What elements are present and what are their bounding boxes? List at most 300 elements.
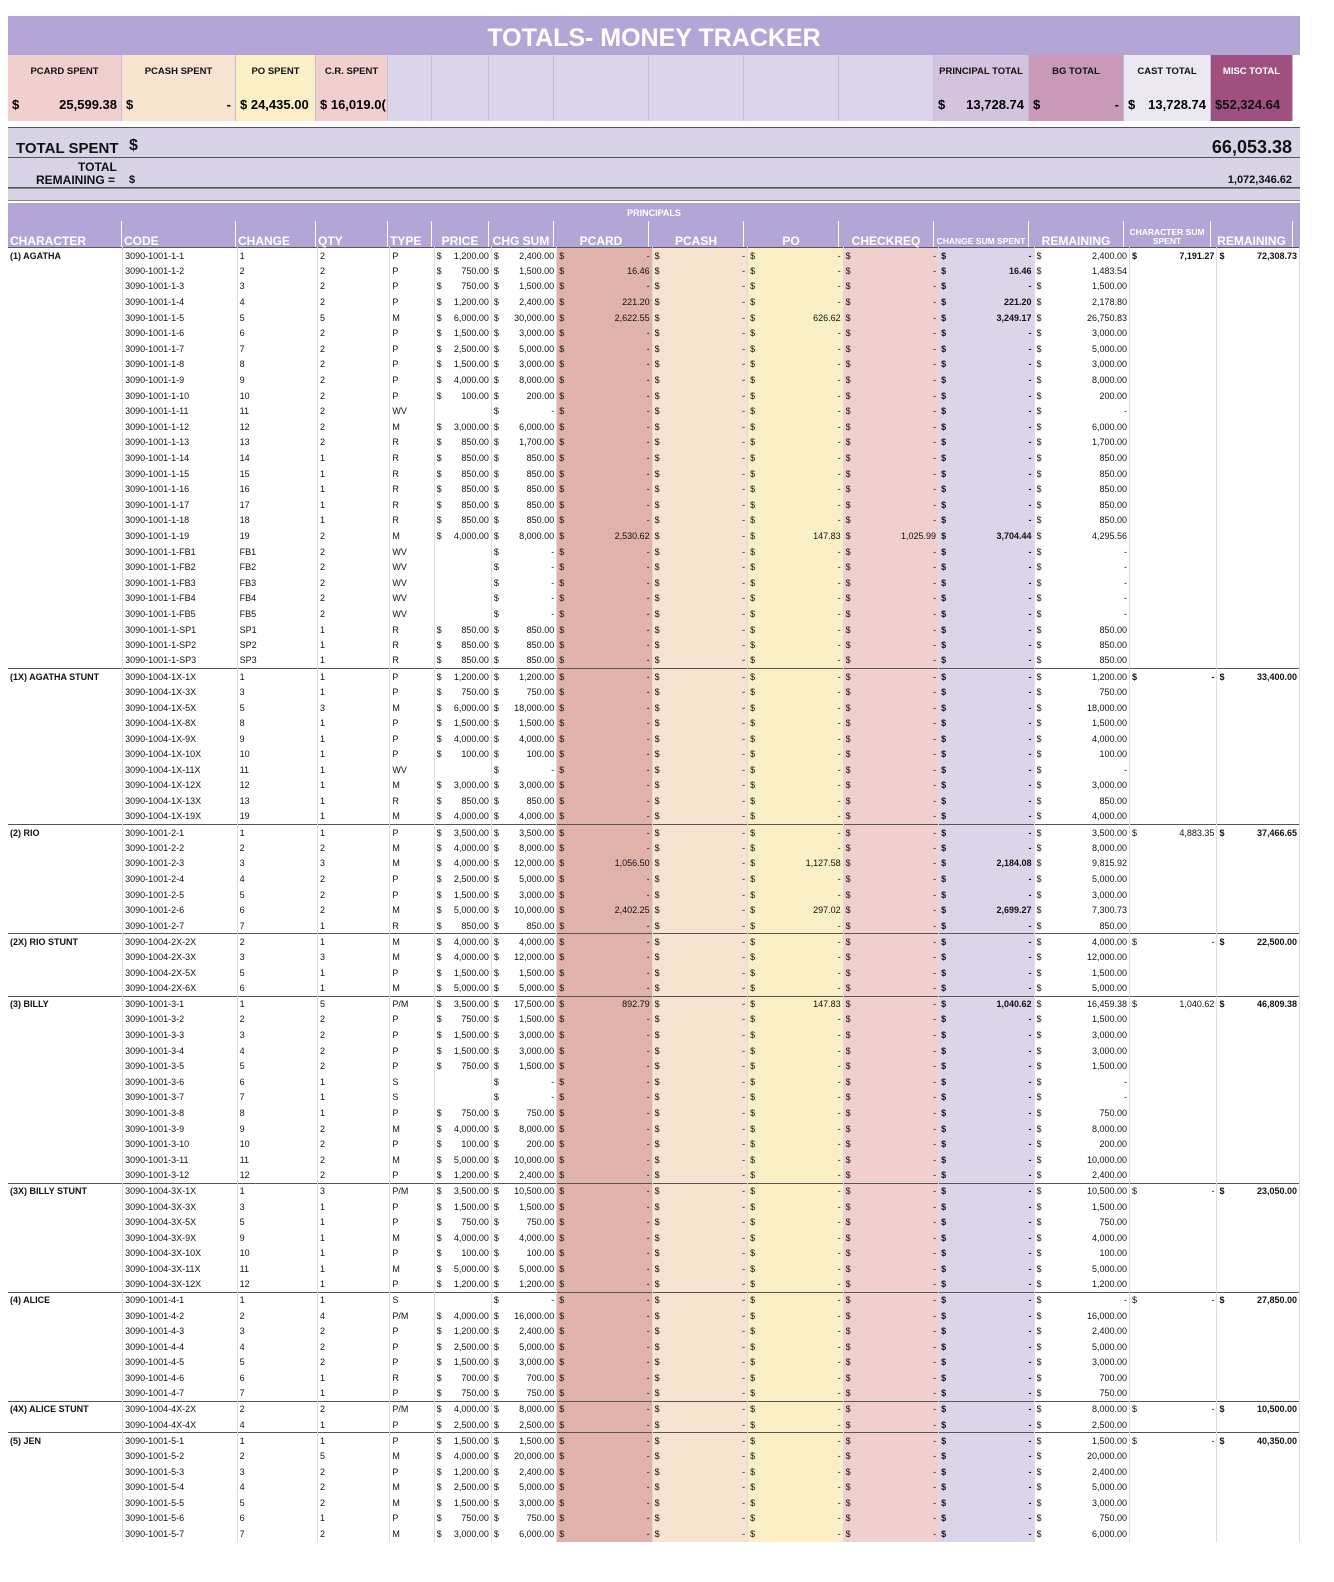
price-cell[interactable] xyxy=(434,965,491,981)
col-chg-sum[interactable]: CHG SUM xyxy=(489,221,554,247)
character-sum-spent-cell[interactable] xyxy=(1130,684,1217,700)
character-name[interactable] xyxy=(8,1230,123,1246)
character-remaining-cell[interactable] xyxy=(1217,481,1300,497)
pcard-cell[interactable] xyxy=(557,1152,652,1168)
character-name[interactable] xyxy=(8,731,123,747)
change-sum-spent-cell[interactable] xyxy=(939,481,1034,497)
price-cell[interactable] xyxy=(434,1230,491,1246)
character-name[interactable] xyxy=(8,372,123,388)
pcash-cell[interactable] xyxy=(652,669,747,685)
code-cell[interactable]: 3090-1001-1-9 xyxy=(123,372,238,388)
pcash-cell[interactable] xyxy=(652,1479,747,1495)
code-cell[interactable]: 3090-1001-1-17 xyxy=(123,497,238,513)
change-sum-spent-cell[interactable] xyxy=(939,419,1034,435)
remaining-cell[interactable] xyxy=(1034,1199,1129,1215)
checkreq-cell[interactable] xyxy=(843,684,938,700)
change-sum-spent-cell[interactable] xyxy=(939,435,1034,451)
change-cell[interactable]: 15 xyxy=(237,466,317,482)
character-name[interactable] xyxy=(8,1417,123,1433)
qty-cell[interactable]: 2 xyxy=(318,1121,390,1137)
checkreq-cell[interactable] xyxy=(843,528,938,544)
code-cell[interactable]: 3090-1001-1-13 xyxy=(123,435,238,451)
type-cell[interactable]: WV xyxy=(390,575,434,591)
change-cell[interactable]: 17 xyxy=(237,497,317,513)
misc-total-value[interactable]: $52,324.64 xyxy=(1211,88,1293,121)
pcash-cell[interactable] xyxy=(652,575,747,591)
character-sum-spent-cell[interactable] xyxy=(1130,1261,1217,1277)
price-cell[interactable] xyxy=(434,1370,491,1386)
pcash-spent-value[interactable]: $ - xyxy=(122,88,236,121)
po-cell[interactable] xyxy=(748,559,843,575)
pcash-cell[interactable] xyxy=(652,934,747,950)
type-cell[interactable]: S xyxy=(390,1090,434,1106)
code-cell[interactable]: 3090-1001-3-11 xyxy=(123,1152,238,1168)
pcash-cell[interactable] xyxy=(652,1464,747,1480)
po-cell[interactable] xyxy=(748,341,843,357)
chg-sum-cell[interactable] xyxy=(491,918,556,934)
pcash-cell[interactable] xyxy=(652,1277,747,1293)
qty-cell[interactable]: 2 xyxy=(318,1012,390,1028)
qty-cell[interactable]: 2 xyxy=(318,606,390,622)
character-sum-spent-cell[interactable] xyxy=(1130,1136,1217,1152)
character-name[interactable] xyxy=(8,1136,123,1152)
checkreq-cell[interactable] xyxy=(843,887,938,903)
remaining-cell[interactable] xyxy=(1034,684,1129,700)
character-remaining-cell[interactable] xyxy=(1217,357,1300,373)
pcard-cell[interactable] xyxy=(557,310,652,326)
checkreq-cell[interactable] xyxy=(843,1323,938,1339)
price-cell[interactable] xyxy=(434,1401,491,1417)
price-cell[interactable] xyxy=(434,1121,491,1137)
pcash-cell[interactable] xyxy=(652,1043,747,1059)
character-name[interactable] xyxy=(8,466,123,482)
type-cell[interactable]: M xyxy=(390,856,434,872)
change-sum-spent-cell[interactable] xyxy=(939,310,1034,326)
po-cell[interactable] xyxy=(748,279,843,295)
type-cell[interactable]: P xyxy=(390,248,434,264)
price-cell[interactable] xyxy=(434,934,491,950)
code-cell[interactable]: 3090-1001-1-FB1 xyxy=(123,544,238,560)
change-sum-spent-cell[interactable] xyxy=(939,949,1034,965)
change-cell[interactable]: 11 xyxy=(237,403,317,419)
change-cell[interactable]: FB2 xyxy=(237,559,317,575)
pcard-cell[interactable] xyxy=(557,871,652,887)
character-name[interactable] xyxy=(8,419,123,435)
chg-sum-cell[interactable] xyxy=(491,279,556,295)
checkreq-cell[interactable] xyxy=(843,481,938,497)
character-name[interactable] xyxy=(8,1386,123,1402)
change-sum-spent-cell[interactable] xyxy=(939,731,1034,747)
type-cell[interactable]: P xyxy=(390,1417,434,1433)
change-sum-spent-cell[interactable] xyxy=(939,1090,1034,1106)
change-sum-spent-cell[interactable] xyxy=(939,1168,1034,1184)
price-cell[interactable] xyxy=(434,1292,491,1308)
character-remaining-cell[interactable] xyxy=(1217,840,1300,856)
character-remaining-cell[interactable] xyxy=(1217,279,1300,295)
character-name[interactable] xyxy=(8,310,123,326)
code-cell[interactable]: 3090-1001-4-3 xyxy=(123,1323,238,1339)
change-sum-spent-cell[interactable] xyxy=(939,1433,1034,1449)
price-cell[interactable] xyxy=(434,856,491,872)
change-cell[interactable]: 7 xyxy=(237,341,317,357)
character-remaining-cell[interactable] xyxy=(1217,388,1300,404)
pcard-cell[interactable] xyxy=(557,700,652,716)
chg-sum-cell[interactable] xyxy=(491,778,556,794)
character-sum-spent-cell[interactable] xyxy=(1130,1043,1217,1059)
qty-cell[interactable]: 1 xyxy=(318,1074,390,1090)
character-sum-spent-cell[interactable] xyxy=(1130,419,1217,435)
po-cell[interactable] xyxy=(748,1027,843,1043)
character-remaining-cell[interactable] xyxy=(1217,591,1300,607)
checkreq-cell[interactable] xyxy=(843,1214,938,1230)
chg-sum-cell[interactable] xyxy=(491,310,556,326)
qty-cell[interactable]: 1 xyxy=(318,1261,390,1277)
type-cell[interactable]: M xyxy=(390,980,434,996)
change-sum-spent-cell[interactable] xyxy=(939,466,1034,482)
character-remaining-cell[interactable] xyxy=(1217,1105,1300,1121)
po-cell[interactable] xyxy=(748,980,843,996)
character-remaining-cell[interactable] xyxy=(1217,778,1300,794)
character-name[interactable] xyxy=(8,341,123,357)
chg-sum-cell[interactable] xyxy=(491,325,556,341)
code-cell[interactable]: 3090-1004-3X-1X xyxy=(123,1183,238,1199)
character-remaining-cell[interactable] xyxy=(1217,248,1300,264)
character-sum-spent-cell[interactable] xyxy=(1130,1183,1217,1199)
qty-cell[interactable]: 1 xyxy=(318,466,390,482)
remaining-cell[interactable] xyxy=(1034,1152,1129,1168)
type-cell[interactable]: WV xyxy=(390,403,434,419)
price-cell[interactable] xyxy=(434,1136,491,1152)
type-cell[interactable]: R xyxy=(390,497,434,513)
character-name[interactable] xyxy=(8,606,123,622)
price-cell[interactable] xyxy=(434,684,491,700)
character-sum-spent-cell[interactable] xyxy=(1130,622,1217,638)
cast-total-label[interactable]: CAST TOTAL xyxy=(1124,55,1211,88)
empty-cell[interactable] xyxy=(432,55,489,88)
po-cell[interactable] xyxy=(748,1308,843,1324)
type-cell[interactable]: R xyxy=(390,481,434,497)
po-cell[interactable] xyxy=(748,1323,843,1339)
change-sum-spent-cell[interactable] xyxy=(939,1355,1034,1371)
chg-sum-cell[interactable] xyxy=(491,669,556,685)
remaining-cell[interactable] xyxy=(1034,715,1129,731)
pcard-cell[interactable] xyxy=(557,1230,652,1246)
chg-sum-cell[interactable] xyxy=(491,559,556,575)
po-cell[interactable] xyxy=(748,934,843,950)
code-cell[interactable]: 3090-1004-3X-5X xyxy=(123,1214,238,1230)
pcash-cell[interactable] xyxy=(652,1308,747,1324)
chg-sum-cell[interactable] xyxy=(491,747,556,763)
character-name[interactable] xyxy=(8,715,123,731)
character-remaining-cell[interactable] xyxy=(1217,1511,1300,1527)
remaining-cell[interactable] xyxy=(1034,450,1129,466)
character-name[interactable] xyxy=(8,637,123,653)
checkreq-cell[interactable] xyxy=(843,1339,938,1355)
character-name[interactable] xyxy=(8,1448,123,1464)
chg-sum-cell[interactable] xyxy=(491,1152,556,1168)
pcard-cell[interactable] xyxy=(557,731,652,747)
po-cell[interactable] xyxy=(748,310,843,326)
po-cell[interactable] xyxy=(748,1355,843,1371)
price-cell[interactable] xyxy=(434,871,491,887)
character-sum-spent-cell[interactable] xyxy=(1130,513,1217,529)
character-sum-spent-cell[interactable] xyxy=(1130,934,1217,950)
pcash-cell[interactable] xyxy=(652,949,747,965)
type-cell[interactable]: P xyxy=(390,1199,434,1215)
change-sum-spent-cell[interactable] xyxy=(939,1448,1034,1464)
character-sum-spent-cell[interactable] xyxy=(1130,1417,1217,1433)
character-sum-spent-cell[interactable] xyxy=(1130,762,1217,778)
code-cell[interactable]: 3090-1004-3X-10X xyxy=(123,1246,238,1262)
change-cell[interactable]: 1 xyxy=(237,1183,317,1199)
character-name[interactable] xyxy=(8,279,123,295)
checkreq-cell[interactable] xyxy=(843,1230,938,1246)
character-remaining-cell[interactable] xyxy=(1217,1339,1300,1355)
price-cell[interactable] xyxy=(434,466,491,482)
po-cell[interactable] xyxy=(748,357,843,373)
type-cell[interactable]: P xyxy=(390,1214,434,1230)
character-sum-spent-cell[interactable] xyxy=(1130,1511,1217,1527)
pcard-cell[interactable] xyxy=(557,1355,652,1371)
character-name[interactable] xyxy=(8,622,123,638)
qty-cell[interactable]: 1 xyxy=(318,715,390,731)
change-cell[interactable]: 10 xyxy=(237,388,317,404)
change-cell[interactable]: FB3 xyxy=(237,575,317,591)
change-sum-spent-cell[interactable] xyxy=(939,653,1034,669)
chg-sum-cell[interactable] xyxy=(491,1511,556,1527)
code-cell[interactable]: 3090-1001-5-1 xyxy=(123,1433,238,1449)
qty-cell[interactable]: 1 xyxy=(318,637,390,653)
pcard-cell[interactable] xyxy=(557,684,652,700)
change-sum-spent-cell[interactable] xyxy=(939,1136,1034,1152)
change-sum-spent-cell[interactable] xyxy=(939,1105,1034,1121)
change-cell[interactable]: 5 xyxy=(237,1058,317,1074)
remaining-cell[interactable] xyxy=(1034,294,1129,310)
character-name[interactable]: (2) RIO xyxy=(8,824,123,840)
character-remaining-cell[interactable] xyxy=(1217,1027,1300,1043)
character-remaining-cell[interactable] xyxy=(1217,637,1300,653)
empty-cell[interactable] xyxy=(744,55,839,88)
chg-sum-cell[interactable] xyxy=(491,1214,556,1230)
character-sum-spent-cell[interactable] xyxy=(1130,1246,1217,1262)
code-cell[interactable]: 3090-1001-3-9 xyxy=(123,1121,238,1137)
character-sum-spent-cell[interactable] xyxy=(1130,341,1217,357)
character-remaining-cell[interactable] xyxy=(1217,669,1300,685)
pcash-cell[interactable] xyxy=(652,996,747,1012)
po-cell[interactable] xyxy=(748,902,843,918)
character-name[interactable] xyxy=(8,965,123,981)
character-remaining-cell[interactable] xyxy=(1217,513,1300,529)
remaining-cell[interactable] xyxy=(1034,513,1129,529)
character-name[interactable] xyxy=(8,513,123,529)
checkreq-cell[interactable] xyxy=(843,809,938,825)
character-remaining-cell[interactable] xyxy=(1217,528,1300,544)
change-cell[interactable]: 2 xyxy=(237,1401,317,1417)
checkreq-cell[interactable] xyxy=(843,980,938,996)
qty-cell[interactable]: 1 xyxy=(318,622,390,638)
pcard-cell[interactable] xyxy=(557,809,652,825)
qty-cell[interactable]: 2 xyxy=(318,341,390,357)
po-cell[interactable] xyxy=(748,1526,843,1542)
empty-cell[interactable] xyxy=(489,55,554,88)
pcard-cell[interactable] xyxy=(557,1308,652,1324)
pcash-cell[interactable] xyxy=(652,1074,747,1090)
chg-sum-cell[interactable] xyxy=(491,372,556,388)
col-remaining[interactable]: REMAINING xyxy=(1029,221,1124,247)
type-cell[interactable]: P xyxy=(390,357,434,373)
change-sum-spent-cell[interactable] xyxy=(939,1058,1034,1074)
price-cell[interactable] xyxy=(434,1043,491,1059)
po-cell[interactable] xyxy=(748,1230,843,1246)
character-sum-spent-cell[interactable] xyxy=(1130,325,1217,341)
po-cell[interactable] xyxy=(748,762,843,778)
remaining-cell[interactable] xyxy=(1034,357,1129,373)
pcash-spent-label[interactable]: PCASH SPENT xyxy=(122,55,236,88)
price-cell[interactable] xyxy=(434,325,491,341)
po-cell[interactable] xyxy=(748,778,843,794)
po-cell[interactable] xyxy=(748,1183,843,1199)
change-sum-spent-cell[interactable] xyxy=(939,980,1034,996)
change-cell[interactable]: 7 xyxy=(237,918,317,934)
code-cell[interactable]: 3090-1004-1X-12X xyxy=(123,778,238,794)
price-cell[interactable] xyxy=(434,1168,491,1184)
pcard-cell[interactable] xyxy=(557,949,652,965)
chg-sum-cell[interactable] xyxy=(491,809,556,825)
character-sum-spent-cell[interactable] xyxy=(1130,747,1217,763)
change-cell[interactable]: 2 xyxy=(237,1012,317,1028)
chg-sum-cell[interactable] xyxy=(491,840,556,856)
change-cell[interactable]: 1 xyxy=(237,824,317,840)
pcash-cell[interactable] xyxy=(652,762,747,778)
pcard-cell[interactable] xyxy=(557,840,652,856)
po-cell[interactable] xyxy=(748,965,843,981)
pcard-cell[interactable] xyxy=(557,887,652,903)
change-sum-spent-cell[interactable] xyxy=(939,294,1034,310)
qty-cell[interactable]: 3 xyxy=(318,1183,390,1199)
character-remaining-cell[interactable] xyxy=(1217,575,1300,591)
change-sum-spent-cell[interactable] xyxy=(939,403,1034,419)
pcard-cell[interactable] xyxy=(557,325,652,341)
character-sum-spent-cell[interactable] xyxy=(1130,700,1217,716)
qty-cell[interactable]: 1 xyxy=(318,731,390,747)
change-cell[interactable]: 11 xyxy=(237,762,317,778)
character-name[interactable] xyxy=(8,840,123,856)
price-cell[interactable] xyxy=(434,637,491,653)
pcard-cell[interactable] xyxy=(557,1292,652,1308)
po-cell[interactable] xyxy=(748,1401,843,1417)
price-cell[interactable] xyxy=(434,528,491,544)
type-cell[interactable]: M xyxy=(390,1479,434,1495)
character-remaining-cell[interactable] xyxy=(1217,1323,1300,1339)
qty-cell[interactable]: 5 xyxy=(318,996,390,1012)
character-name[interactable] xyxy=(8,1308,123,1324)
character-remaining-cell[interactable] xyxy=(1217,747,1300,763)
change-cell[interactable]: 6 xyxy=(237,902,317,918)
code-cell[interactable]: 3090-1001-1-14 xyxy=(123,450,238,466)
change-cell[interactable]: 10 xyxy=(237,1136,317,1152)
checkreq-cell[interactable] xyxy=(843,1246,938,1262)
price-cell[interactable] xyxy=(434,1183,491,1199)
character-sum-spent-cell[interactable] xyxy=(1130,1058,1217,1074)
chg-sum-cell[interactable] xyxy=(491,575,556,591)
pcash-cell[interactable] xyxy=(652,1136,747,1152)
checkreq-cell[interactable] xyxy=(843,1043,938,1059)
pcard-cell[interactable] xyxy=(557,341,652,357)
type-cell[interactable]: R xyxy=(390,466,434,482)
chg-sum-cell[interactable] xyxy=(491,1121,556,1137)
character-sum-spent-cell[interactable] xyxy=(1130,388,1217,404)
col-qty[interactable]: QTY xyxy=(316,221,388,247)
pcash-cell[interactable] xyxy=(652,653,747,669)
checkreq-cell[interactable] xyxy=(843,325,938,341)
character-name[interactable] xyxy=(8,559,123,575)
change-cell[interactable]: 4 xyxy=(237,1479,317,1495)
pcash-cell[interactable] xyxy=(652,1090,747,1106)
pcash-cell[interactable] xyxy=(652,902,747,918)
code-cell[interactable]: 3090-1001-1-2 xyxy=(123,263,238,279)
chg-sum-cell[interactable] xyxy=(491,1136,556,1152)
type-cell[interactable]: P xyxy=(390,1355,434,1371)
character-remaining-cell[interactable] xyxy=(1217,1386,1300,1402)
qty-cell[interactable]: 1 xyxy=(318,1105,390,1121)
character-remaining-cell[interactable] xyxy=(1217,871,1300,887)
character-remaining-cell[interactable] xyxy=(1217,372,1300,388)
chg-sum-cell[interactable] xyxy=(491,965,556,981)
type-cell[interactable]: M xyxy=(390,949,434,965)
type-cell[interactable]: R xyxy=(390,637,434,653)
po-cell[interactable] xyxy=(748,372,843,388)
change-cell[interactable]: 3 xyxy=(237,279,317,295)
character-name[interactable] xyxy=(8,1043,123,1059)
pcard-cell[interactable] xyxy=(557,1433,652,1449)
type-cell[interactable]: P xyxy=(390,1043,434,1059)
change-cell[interactable]: 6 xyxy=(237,1074,317,1090)
price-cell[interactable] xyxy=(434,1074,491,1090)
qty-cell[interactable]: 1 xyxy=(318,684,390,700)
po-cell[interactable] xyxy=(748,731,843,747)
change-sum-spent-cell[interactable] xyxy=(939,1230,1034,1246)
character-sum-spent-cell[interactable] xyxy=(1130,856,1217,872)
qty-cell[interactable]: 1 xyxy=(318,481,390,497)
price-cell[interactable] xyxy=(434,840,491,856)
qty-cell[interactable]: 2 xyxy=(318,294,390,310)
price-cell[interactable] xyxy=(434,575,491,591)
price-cell[interactable] xyxy=(434,559,491,575)
chg-sum-cell[interactable] xyxy=(491,1339,556,1355)
character-name[interactable] xyxy=(8,1214,123,1230)
change-cell[interactable]: 1 xyxy=(237,1433,317,1449)
code-cell[interactable]: 3090-1001-3-1 xyxy=(123,996,238,1012)
character-name[interactable] xyxy=(8,481,123,497)
change-sum-spent-cell[interactable] xyxy=(939,1074,1034,1090)
code-cell[interactable]: 3090-1001-3-4 xyxy=(123,1043,238,1059)
qty-cell[interactable]: 2 xyxy=(318,1136,390,1152)
change-sum-spent-cell[interactable] xyxy=(939,1464,1034,1480)
type-cell[interactable]: P xyxy=(390,1386,434,1402)
code-cell[interactable]: 3090-1004-2X-3X xyxy=(123,949,238,965)
qty-cell[interactable]: 3 xyxy=(318,700,390,716)
price-cell[interactable] xyxy=(434,887,491,903)
po-cell[interactable] xyxy=(748,1074,843,1090)
change-cell[interactable]: 19 xyxy=(237,528,317,544)
bg-total-label[interactable]: BG TOTAL xyxy=(1029,55,1124,88)
price-cell[interactable] xyxy=(434,1448,491,1464)
character-remaining-cell[interactable] xyxy=(1217,1043,1300,1059)
character-sum-spent-cell[interactable] xyxy=(1130,357,1217,373)
pcash-cell[interactable] xyxy=(652,637,747,653)
remaining-cell[interactable] xyxy=(1034,1090,1129,1106)
change-cell[interactable]: 12 xyxy=(237,1168,317,1184)
